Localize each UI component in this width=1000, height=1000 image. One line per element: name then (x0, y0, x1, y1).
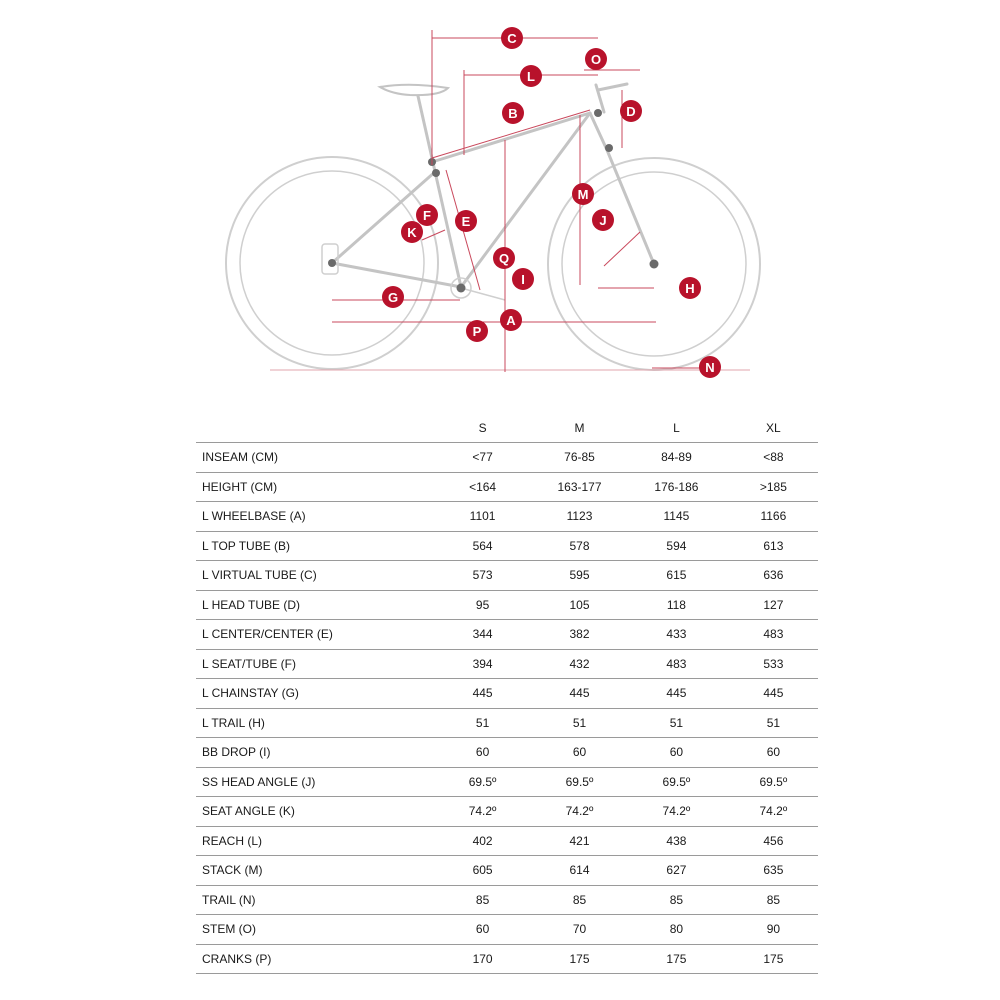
cell-m: 614 (535, 856, 624, 886)
row-label: BB DROP (I) (196, 738, 438, 768)
header-size-xl: XL (729, 414, 818, 443)
cell-m: 578 (535, 531, 624, 561)
svg-text:M: M (577, 187, 589, 202)
svg-text:C: C (507, 31, 517, 46)
row-label: STACK (M) (196, 856, 438, 886)
table-body (196, 443, 818, 974)
cell-l: 433 (632, 620, 721, 650)
cell-l: 175 (632, 944, 721, 974)
cell-m: 445 (535, 679, 624, 709)
cell-xl: 60 (729, 738, 818, 768)
table-row (196, 679, 818, 709)
cell-l: 85 (632, 885, 721, 915)
cell-l: 176-186 (632, 472, 721, 502)
cell-l: 74.2º (632, 797, 721, 827)
frame-pivots (328, 109, 659, 293)
cell-s: 60 (438, 738, 527, 768)
cell-xl: 533 (729, 649, 818, 679)
cell-l: 80 (632, 915, 721, 945)
row-label: L TRAIL (H) (196, 708, 438, 738)
cell-s: 51 (438, 708, 527, 738)
cell-l: 118 (632, 590, 721, 620)
row-label: SS HEAD ANGLE (J) (196, 767, 438, 797)
table-row (196, 649, 818, 679)
cell-s: 605 (438, 856, 527, 886)
bike-geometry-diagram (0, 0, 1000, 400)
cell-s: 402 (438, 826, 527, 856)
cell-xl: 1166 (729, 502, 818, 532)
cell-xl: 635 (729, 856, 818, 886)
svg-text:H: H (685, 281, 695, 296)
marker-m (572, 183, 594, 205)
table-row (196, 531, 818, 561)
cell-s: 394 (438, 649, 527, 679)
cell-s: 85 (438, 885, 527, 915)
header-size-m: M (535, 414, 624, 443)
cell-m: 74.2º (535, 797, 624, 827)
svg-text:O: O (590, 52, 602, 67)
row-label: L CHAINSTAY (G) (196, 679, 438, 709)
marker-k (401, 221, 423, 243)
table-row (196, 708, 818, 738)
row-label: L TOP TUBE (B) (196, 531, 438, 561)
cell-xl: 456 (729, 826, 818, 856)
row-label: TRAIL (N) (196, 885, 438, 915)
cell-l: 51 (632, 708, 721, 738)
cell-m: 76-85 (535, 443, 624, 473)
cell-s: 74.2º (438, 797, 527, 827)
cell-s: 170 (438, 944, 527, 974)
row-label: CRANKS (P) (196, 944, 438, 974)
cell-s: 60 (438, 915, 527, 945)
cell-s: <164 (438, 472, 527, 502)
marker-e (455, 210, 477, 232)
cell-l: 483 (632, 649, 721, 679)
row-label: L HEAD TUBE (D) (196, 590, 438, 620)
table-row (196, 590, 818, 620)
cell-s: <77 (438, 443, 527, 473)
table-row (196, 620, 818, 650)
cell-m: 70 (535, 915, 624, 945)
cell-l: 69.5º (632, 767, 721, 797)
cell-m: 85 (535, 885, 624, 915)
marker-c (501, 27, 523, 49)
cell-m: 432 (535, 649, 624, 679)
cell-s: 564 (438, 531, 527, 561)
cell-l: 615 (632, 561, 721, 591)
cell-xl: 445 (729, 679, 818, 709)
cell-l: 594 (632, 531, 721, 561)
cell-l: 438 (632, 826, 721, 856)
row-label: SEAT ANGLE (K) (196, 797, 438, 827)
row-label: HEIGHT (CM) (196, 472, 438, 502)
marker-g (382, 286, 404, 308)
cell-l: 627 (632, 856, 721, 886)
row-label: REACH (L) (196, 826, 438, 856)
table-row (196, 443, 818, 473)
cell-xl: 175 (729, 944, 818, 974)
cell-s: 95 (438, 590, 527, 620)
row-label: L VIRTUAL TUBE (C) (196, 561, 438, 591)
cell-m: 421 (535, 826, 624, 856)
cell-xl: 74.2º (729, 797, 818, 827)
table-row (196, 915, 818, 945)
cell-m: 60 (535, 738, 624, 768)
cell-xl: 613 (729, 531, 818, 561)
cell-l: 84-89 (632, 443, 721, 473)
svg-text:A: A (506, 313, 516, 328)
cell-l: 445 (632, 679, 721, 709)
svg-text:E: E (461, 214, 471, 229)
marker-o (585, 48, 607, 70)
svg-text:I: I (521, 272, 525, 287)
marker-p (466, 320, 488, 342)
cell-s: 1101 (438, 502, 527, 532)
table-row (196, 502, 818, 532)
svg-text:L: L (527, 69, 535, 84)
table-row (196, 856, 818, 886)
cell-s: 573 (438, 561, 527, 591)
row-label: L WHEELBASE (A) (196, 502, 438, 532)
table-row (196, 797, 818, 827)
cell-l: 60 (632, 738, 721, 768)
marker-f (416, 204, 438, 226)
table-row (196, 472, 818, 502)
svg-text:D: D (626, 104, 636, 119)
cell-m: 105 (535, 590, 624, 620)
cell-xl: 90 (729, 915, 818, 945)
cell-xl: 483 (729, 620, 818, 650)
table-row (196, 767, 818, 797)
marker-q (493, 247, 515, 269)
cell-m: 382 (535, 620, 624, 650)
cell-s: 69.5º (438, 767, 527, 797)
row-label: L CENTER/CENTER (E) (196, 620, 438, 650)
cell-l: 1145 (632, 502, 721, 532)
svg-text:K: K (407, 225, 417, 240)
header-size-l: L (632, 414, 721, 443)
marker-l (520, 65, 542, 87)
cell-xl: 51 (729, 708, 818, 738)
cell-m: 69.5º (535, 767, 624, 797)
cell-m: 595 (535, 561, 624, 591)
table-header-row (196, 414, 818, 443)
row-label: STEM (O) (196, 915, 438, 945)
cell-xl: 69.5º (729, 767, 818, 797)
header-size-s: S (438, 414, 527, 443)
cell-m: 1123 (535, 502, 624, 532)
marker-b (502, 102, 524, 124)
saddle (380, 85, 448, 95)
marker-n (699, 356, 721, 378)
cell-xl: >185 (729, 472, 818, 502)
header-blank (196, 414, 438, 443)
cell-xl: 636 (729, 561, 818, 591)
cell-m: 175 (535, 944, 624, 974)
svg-text:P: P (472, 324, 482, 339)
cell-s: 445 (438, 679, 527, 709)
svg-text:F: F (423, 208, 431, 223)
svg-text:B: B (508, 106, 518, 121)
table-row (196, 885, 818, 915)
cell-m: 163-177 (535, 472, 624, 502)
svg-text:N: N (705, 360, 715, 375)
cell-xl: 85 (729, 885, 818, 915)
svg-text:J: J (599, 213, 607, 228)
row-label: L SEAT/TUBE (F) (196, 649, 438, 679)
table-row (196, 561, 818, 591)
table-row (196, 738, 818, 768)
marker-h (679, 277, 701, 299)
marker-d (620, 100, 642, 122)
cell-m: 51 (535, 708, 624, 738)
table-row (196, 826, 818, 856)
marker-a (500, 309, 522, 331)
row-label: INSEAM (CM) (196, 443, 438, 473)
geometry-table (196, 414, 818, 974)
dimension-markers (382, 27, 721, 378)
marker-j (592, 209, 614, 231)
cell-xl: <88 (729, 443, 818, 473)
marker-i (512, 268, 534, 290)
cell-s: 344 (438, 620, 527, 650)
table-row (196, 944, 818, 974)
drivetrain (322, 244, 505, 300)
cell-xl: 127 (729, 590, 818, 620)
svg-text:G: G (387, 290, 399, 305)
svg-text:Q: Q (498, 251, 510, 266)
